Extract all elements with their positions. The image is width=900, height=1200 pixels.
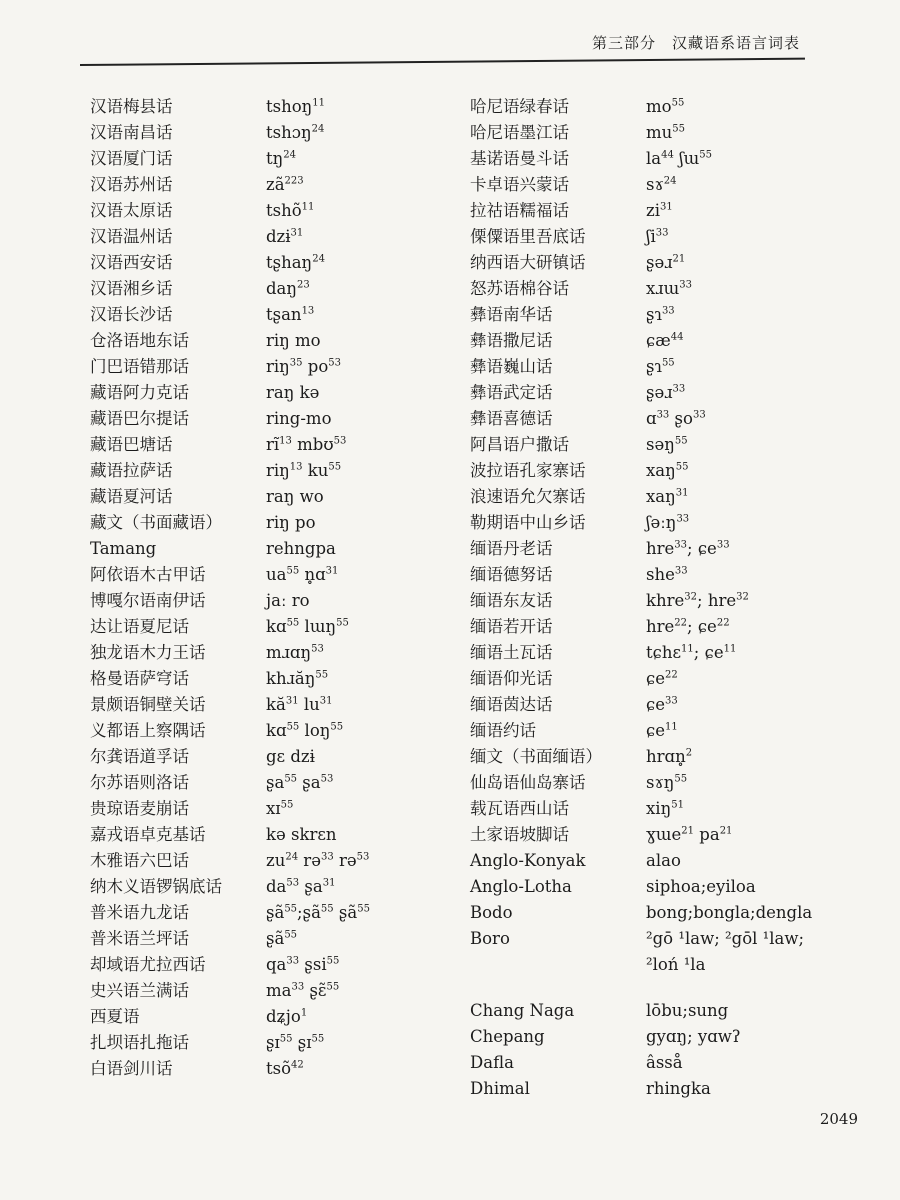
language-name: 达让语夏尼话 <box>90 617 189 636</box>
language-name: 贵琼语麦崩话 <box>90 799 189 818</box>
language-name: 缅语约话 <box>470 721 536 740</box>
phonetic-form: raŋ wo <box>266 487 324 506</box>
language-name: 普米语兰坪话 <box>90 929 189 948</box>
phonetic-form: rhingka <box>646 1079 711 1098</box>
language-name: 缅语德努话 <box>470 565 553 584</box>
language-name: 藏语巴尔提话 <box>90 409 189 428</box>
phonetic-form: ɑ$^{33}$ ʂo$^{33}$ <box>646 409 706 428</box>
phonetic-form: ring-mo <box>266 409 332 428</box>
phonetic-form: jaː ro <box>266 591 310 610</box>
language-name: 木雅语六巴话 <box>90 851 189 870</box>
language-name: 土家语坡脚话 <box>470 825 569 844</box>
language-name: 藏语夏河话 <box>90 487 173 506</box>
phonetic-form: lōbu;sung <box>646 1001 729 1020</box>
language-name: 纳西语大研镇话 <box>470 253 586 272</box>
language-name: 勒期语中山乡话 <box>470 513 586 532</box>
phonetic-form: ²loń ¹la <box>646 955 706 974</box>
phonetic-form: ²gō ¹law; ²gōl ¹law; <box>646 929 805 948</box>
phonetic-form: xɪ$^{55}$ <box>266 799 294 818</box>
language-name: 汉语南昌话 <box>90 123 173 142</box>
phonetic-form: $rĩ^{13}$ mbʊ$^{53}$ <box>266 435 347 454</box>
phonetic-form: xiŋ$^{51}$ <box>646 799 684 818</box>
language-name: 扎坝语扎拖话 <box>90 1033 189 1052</box>
language-name: 缅语丹老话 <box>470 539 553 558</box>
language-name: 汉语太原话 <box>90 201 173 220</box>
language-name: 门巴语错那话 <box>90 357 189 376</box>
language-name: 浪速语允欠寨话 <box>470 487 586 506</box>
language-name: 波拉语孔家寨话 <box>470 461 586 480</box>
language-name: 藏文（书面藏语） <box>90 513 222 532</box>
phonetic-form: ʃəːŋ$^{33}$ <box>646 513 690 532</box>
language-name: 阿依语木古甲话 <box>90 565 206 584</box>
phonetic-form: ɕe$^{33}$ <box>646 695 678 714</box>
language-name: 傈僳语里吾底话 <box>470 227 586 246</box>
phonetic-form: ʂəɹ$^{33}$ <box>646 383 686 402</box>
phonetic-form: gɛ dzɨ <box>266 747 315 766</box>
language-name: 景颇语铜壁关话 <box>90 695 206 714</box>
phonetic-form: khɹăŋ$^{55}$ <box>266 669 329 688</box>
language-name: 缅语土瓦话 <box>470 643 553 662</box>
phonetic-form: hrɑn̥$^2$ <box>646 747 693 766</box>
phonetic-form: tshɔŋ$^{24}$ <box>266 123 325 142</box>
phonetic-form: tɕhɛ$^{11}$; ɕe$^{11}$ <box>646 643 737 662</box>
phonetic-form: riŋ po <box>266 513 316 532</box>
language-name: 汉语西安话 <box>90 253 173 272</box>
language-name: 汉语梅县话 <box>90 97 173 116</box>
page-number: 2049 <box>819 1110 858 1128</box>
phonetic-form: ɕe$^{22}$ <box>646 669 678 688</box>
phonetic-form: ʂəɹ$^{21}$ <box>646 253 686 272</box>
phonetic-form: rehngpa <box>266 539 336 558</box>
phonetic-form: xɹɯ$^{33}$ <box>646 279 692 298</box>
phonetic-form: she$^{33}$ <box>646 565 688 584</box>
phonetic-form: sɤŋ$^{55}$ <box>646 773 688 792</box>
language-name: 普米语九龙话 <box>90 903 189 922</box>
language-name: 彝语喜德话 <box>470 409 553 428</box>
phonetic-form: xaŋ$^{55}$ <box>646 461 689 480</box>
language-name: 哈尼语绿春话 <box>470 97 569 116</box>
phonetic-form: səŋ$^{55}$ <box>646 435 688 454</box>
phonetic-form: kə skrɛn <box>266 825 337 844</box>
language-name: 汉语苏州话 <box>90 175 173 194</box>
phonetic-form: tshõ$^{11}$ <box>266 201 315 220</box>
phonetic-form: gyɑŋ; yɑwʔ <box>646 1027 741 1046</box>
phonetic-form: riŋ$^{35}$ $po^{53}$ <box>266 357 342 376</box>
language-name: 尔龚语道孚话 <box>90 747 189 766</box>
phonetic-form: $zu^{24}$ rə$^{33}$ rə$^{53}$ <box>266 851 370 870</box>
language-name: Anglo-Konyak <box>470 851 586 870</box>
phonetic-form: riŋ$^{13}$ $ku^{55}$ <box>266 461 342 480</box>
language-name: 史兴语兰满话 <box>90 981 189 1000</box>
phonetic-form: daŋ$^{23}$ <box>266 279 310 298</box>
language-name: 义都语上察隅话 <box>90 721 206 740</box>
phonetic-form: khre$^{32}$; hre$^{32}$ <box>646 591 749 610</box>
phonetic-form: tshoŋ$^{11}$ <box>266 97 326 116</box>
language-name: Anglo-Lotha <box>470 877 572 896</box>
language-name: 纳木义语锣锅底话 <box>90 877 222 896</box>
language-name: 载瓦语西山话 <box>470 799 569 818</box>
language-name: Dhimal <box>470 1079 530 1098</box>
language-name: 汉语长沙话 <box>90 305 173 324</box>
phonetic-form: ʂɿ$^{33}$ <box>646 305 675 324</box>
phonetic-form: $tŋ^{24}$ <box>266 149 296 168</box>
phonetic-form: kɑ$^{55}$ lɯŋ$^{55}$ <box>266 617 349 636</box>
phonetic-form: raŋ kə <box>266 383 320 402</box>
phonetic-form: hre$^{22}$; ɕe$^{22}$ <box>646 617 730 636</box>
phonetic-form: riŋ mo <box>266 331 321 350</box>
phonetic-form: dzɨ$^{31}$ <box>266 227 304 246</box>
phonetic-form: ɣɯe$^{21}$ $pa^{21}$ <box>646 825 733 844</box>
language-name: 汉语厦门话 <box>90 149 173 168</box>
language-name: 格曼语萨穹话 <box>90 669 189 688</box>
language-name: 仙岛语仙岛寨话 <box>470 773 586 792</box>
phonetic-form: ʂa$^{55}$ ʂa$^{53}$ <box>266 773 334 792</box>
language-name: 嘉戎语卓克基话 <box>90 825 206 844</box>
phonetic-form: $zã^{223}$ <box>266 175 304 194</box>
language-name: 阿昌语户撒话 <box>470 435 569 454</box>
language-name: 汉语温州话 <box>90 227 173 246</box>
phonetic-form: tsõ$^{42}$ <box>266 1059 304 1078</box>
language-name: 缅语东友话 <box>470 591 553 610</box>
phonetic-form: $zi^{31}$ <box>646 201 673 220</box>
phonetic-form: dʑjo$^1$ <box>266 1007 308 1026</box>
language-name: 藏语拉萨话 <box>90 461 173 480</box>
phonetic-form: ʂɪ$^{55}$ ʂɪ$^{55}$ <box>266 1033 325 1052</box>
phonetic-form: âsså <box>646 1053 683 1072</box>
phonetic-form: $ua^{55}$ n̥ɑ$^{31}$ <box>266 565 339 584</box>
phonetic-form: ʂɿ$^{55}$ <box>646 357 675 376</box>
language-name: 缅语仰光话 <box>470 669 553 688</box>
language-name: 缅文（书面缅语） <box>470 747 602 766</box>
language-name: 怒苏语棉谷话 <box>470 279 569 298</box>
phonetic-form: alao <box>646 851 681 870</box>
language-name: Bodo <box>470 903 513 922</box>
phonetic-form: sɤ$^{24}$ <box>646 175 677 194</box>
header-rule <box>80 58 805 66</box>
language-name: Tamang <box>90 539 157 558</box>
phonetic-form: bong;bongla;dengla <box>646 903 813 922</box>
language-name: 彝语撒尼话 <box>470 331 553 350</box>
language-name: 却域语尤拉西话 <box>90 955 206 974</box>
running-header: 第三部分 汉藏语系语言词表 <box>591 34 800 52</box>
language-name: 仓洛语地东话 <box>90 331 189 350</box>
phonetic-form: $qa^{33}$ ʂsi$^{55}$ <box>266 955 340 974</box>
language-name: Dafla <box>470 1053 514 1072</box>
language-name: 缅语若开话 <box>470 617 553 636</box>
language-name: 基诺语曼斗话 <box>470 149 569 168</box>
phonetic-form: siphoa;eyiloa <box>646 877 756 896</box>
phonetic-form: ɕæ$^{44}$ <box>646 331 684 350</box>
phonetic-form: kɑ$^{55}$ loŋ$^{55}$ <box>266 721 344 740</box>
phonetic-form: tʂan$^{13}$ <box>266 305 315 324</box>
phonetic-form: $da^{53}$ ʂa$^{31}$ <box>266 877 336 896</box>
language-name: 彝语武定话 <box>470 383 553 402</box>
phonetic-form: ɕe$^{11}$ <box>646 721 678 740</box>
language-name: 白语剑川话 <box>90 1059 173 1078</box>
phonetic-form: $la^{44}$ ʃɯ$^{55}$ <box>646 149 712 168</box>
phonetic-form: hre$^{33}$; ɕe$^{33}$ <box>646 539 730 558</box>
language-name: 拉祜语糯福话 <box>470 201 569 220</box>
language-name: 卡卓语兴蒙话 <box>470 175 569 194</box>
language-name: 汉语湘乡话 <box>90 279 173 298</box>
phonetic-form: $mo^{55}$ <box>646 97 685 116</box>
language-name: 哈尼语墨江话 <box>470 123 569 142</box>
phonetic-form: xaŋ$^{31}$ <box>646 487 689 506</box>
phonetic-form: ʂã$^{55}$;ʂã$^{55}$ ʂã$^{55}$ <box>266 903 370 922</box>
language-name: Boro <box>470 929 510 948</box>
phonetic-form: ʃi$^{33}$ <box>646 227 669 246</box>
phonetic-form: tʂhaŋ$^{24}$ <box>266 253 325 272</box>
language-name: 藏语阿力克话 <box>90 383 189 402</box>
language-name: 彝语巍山话 <box>470 357 553 376</box>
language-name: 尔苏语则洛话 <box>90 773 189 792</box>
language-name: Chang Naga <box>470 1001 575 1020</box>
phonetic-form: $mu^{55}$ <box>646 123 686 142</box>
language-name: Chepang <box>470 1027 545 1046</box>
phonetic-form: ʂã$^{55}$ <box>266 929 298 948</box>
phonetic-form: $kă^{31}$ $lu^{31}$ <box>266 695 333 714</box>
language-name: 西夏语 <box>90 1007 140 1026</box>
phonetic-form: $ma^{33}$ ʂɛ̃$^{55}$ <box>266 981 340 1000</box>
language-name: 独龙语木力王话 <box>90 643 206 662</box>
language-name: 缅语茵达话 <box>470 695 553 714</box>
language-name: 藏语巴塘话 <box>90 435 173 454</box>
language-name: 博嘎尔语南伊话 <box>90 591 206 610</box>
language-name: 彝语南华话 <box>470 305 553 324</box>
phonetic-form: mɹɑŋ$^{53}$ <box>266 643 324 662</box>
